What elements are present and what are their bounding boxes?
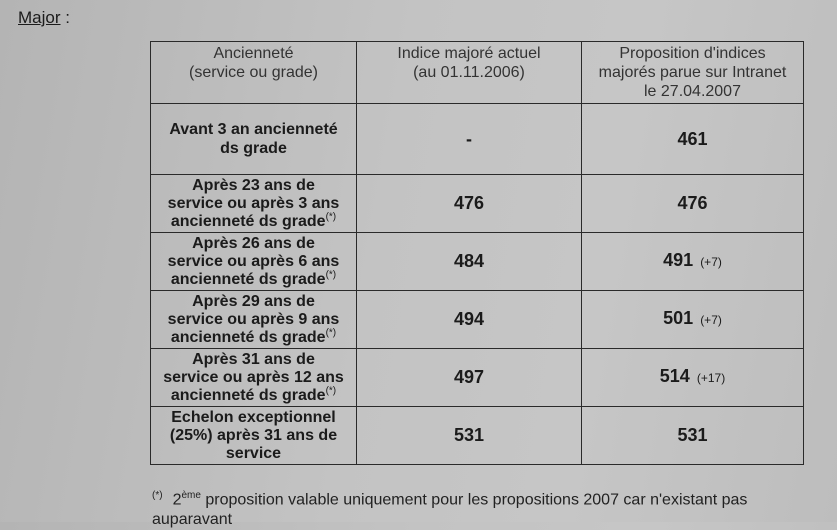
title-suffix: : — [60, 8, 70, 27]
title-word: Major — [18, 8, 61, 27]
label-line-text: ancienneté ds grade — [170, 386, 326, 404]
label-line: (25%) après 31 ans de — [169, 426, 338, 444]
header-line: majorés parue sur Intranet — [598, 64, 787, 81]
asterisk-marker: (*) — [325, 211, 337, 223]
footnote — [152, 486, 812, 530]
proposed-value: 531 — [677, 425, 708, 445]
label-line: Après 29 ans de — [192, 292, 315, 310]
proposed-delta: (+17) — [696, 371, 726, 385]
label-line: service ou après 12 ans — [163, 368, 344, 386]
table-row — [151, 233, 804, 291]
row-current-index: 484 — [357, 233, 582, 291]
label-line — [155, 271, 352, 289]
row-seniority-label — [151, 291, 357, 349]
row-proposed-index — [582, 291, 804, 349]
proposed-value: 514 — [659, 366, 690, 386]
row-proposed-index — [582, 175, 804, 233]
label-line — [155, 213, 352, 231]
footnote-ordinal: 2 — [172, 491, 182, 509]
section-title — [18, 8, 70, 28]
proposed-delta: (+7) — [700, 313, 722, 327]
row-current-index: 476 — [357, 175, 582, 233]
row-proposed-index — [582, 349, 804, 407]
label-line-text: ancienneté ds grade — [170, 328, 326, 346]
table-row — [151, 291, 804, 349]
header-line: (service ou grade) — [189, 64, 318, 81]
label-line: service ou après 9 ans — [167, 310, 340, 328]
label-line: Après 23 ans de — [192, 176, 315, 194]
proposed-delta: (+7) — [700, 255, 722, 269]
table-row — [151, 407, 804, 465]
label-line-text: ancienneté ds grade — [170, 270, 326, 288]
row-seniority-label — [151, 407, 357, 465]
row-seniority-label — [151, 104, 357, 175]
label-line-text: ancienneté ds grade — [170, 212, 326, 230]
row-current-index: 531 — [357, 407, 582, 465]
asterisk-marker: (*) — [325, 327, 337, 339]
label-line — [155, 387, 352, 405]
header-line: le 27.04.2007 — [644, 83, 741, 100]
row-current-index: 497 — [357, 349, 582, 407]
row-seniority-label — [151, 233, 357, 291]
label-line: Echelon exceptionnel — [171, 408, 336, 426]
label-line: service — [225, 444, 282, 462]
label-line: Avant 3 an ancienneté — [169, 121, 338, 138]
label-line: ds grade — [220, 140, 287, 157]
row-proposed-index — [582, 407, 804, 465]
label-line: Après 31 ans de — [192, 350, 315, 368]
proposed-value: 501 — [663, 308, 694, 328]
table-header-row — [151, 42, 804, 104]
row-seniority-label — [151, 175, 357, 233]
row-current-index: 494 — [357, 291, 582, 349]
row-current-index: - — [357, 104, 582, 175]
proposed-value: 491 — [663, 250, 694, 270]
index-table — [150, 41, 804, 465]
table-row — [151, 175, 804, 233]
label-line: Après 26 ans de — [192, 234, 315, 252]
row-seniority-label — [151, 349, 357, 407]
header-line: (au 01.11.2006) — [413, 64, 525, 81]
asterisk-marker: (*) — [325, 269, 337, 281]
label-line: service ou après 3 ans — [167, 194, 340, 212]
footnote-ordinal-suffix: ème — [181, 490, 201, 501]
label-line — [155, 329, 352, 347]
footnote-text: proposition valable uniquement pour les propositions 2007 car n'existant pas auparavant — [152, 491, 748, 529]
proposed-value: 461 — [677, 128, 708, 149]
header-line: Indice majoré actuel — [397, 45, 541, 62]
header-line: Ancienneté — [213, 45, 294, 62]
table-row — [151, 104, 804, 175]
header-seniority — [151, 42, 357, 104]
header-current-index — [357, 42, 582, 104]
row-proposed-index — [582, 233, 804, 291]
row-proposed-index — [582, 104, 804, 175]
table-row — [151, 349, 804, 407]
proposed-value: 476 — [677, 193, 708, 213]
asterisk-marker: (*) — [325, 385, 337, 397]
header-proposed-index — [582, 42, 804, 104]
label-line: service ou après 6 ans — [167, 252, 340, 270]
footnote-marker: (*) — [152, 490, 163, 501]
header-line: Proposition d'indices — [619, 45, 766, 62]
